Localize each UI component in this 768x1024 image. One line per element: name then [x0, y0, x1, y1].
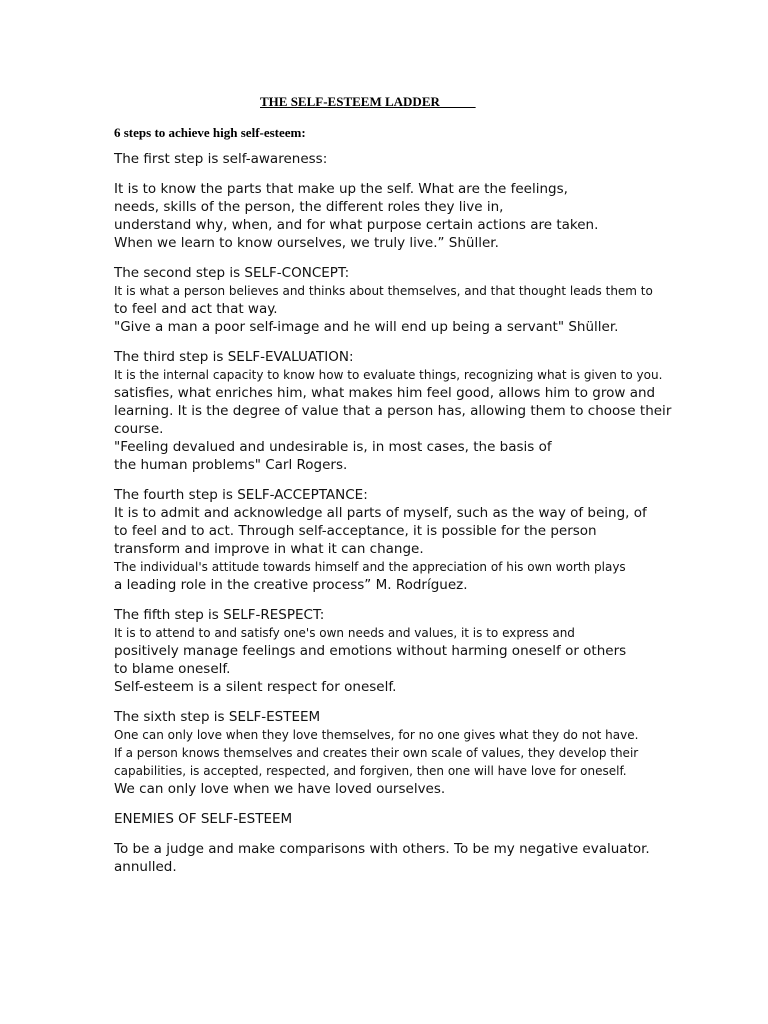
enemies-text — [114, 840, 714, 876]
step1-section — [114, 150, 714, 168]
text-line: positively manage feelings and emotions without harming oneself or others — [114, 643, 627, 659]
text-line: Self-esteem is a silent respect for oneself. — [114, 679, 397, 695]
text-line: to feel and act that way. — [114, 301, 278, 317]
text-line: understand why, when, and for what purpose certain actions are taken. — [114, 217, 599, 233]
text-line: It is to attend to and satisfy one's own needs and values, it is to express and — [114, 626, 575, 640]
quote-line: "Feeling devalued and undesirable is, in most cases, the basis of — [114, 439, 552, 455]
text-line: It is the internal capacity to know how to evaluate things, recognizing what is given to you. — [114, 368, 663, 382]
text-line: needs, skills of the person, the different roles they live in, — [114, 199, 504, 215]
step4-section — [114, 486, 714, 594]
text-line: It is to admit and acknowledge all parts of myself, such as the way of being, of — [114, 505, 647, 521]
step5-section — [114, 606, 714, 696]
document-title: THE SELF-ESTEEM LADDER — [260, 94, 476, 109]
text-line: When we learn to know ourselves, we truly live.” Shüller. — [114, 235, 499, 251]
document-body — [114, 150, 714, 888]
text-line: to blame oneself. — [114, 661, 231, 677]
text-line: satisfies, what enriches him, what makes him feel good, allows him to grow and — [114, 385, 656, 401]
enemies-heading: ENEMIES OF SELF-ESTEEM — [114, 811, 293, 827]
step3-section — [114, 348, 714, 474]
text-line: It is what a person believes and thinks about themselves, and that thought leads them to — [114, 284, 653, 298]
step2-heading: The second step is SELF-CONCEPT: — [114, 265, 350, 281]
text-line: learning. It is the degree of value that a person has, allowing them to choose their — [114, 403, 672, 419]
text-line: We can only love when we have loved ourselves. — [114, 781, 446, 797]
step1-text — [114, 180, 714, 252]
text-line: transform and improve in what it can change. — [114, 541, 424, 557]
step2-section — [114, 264, 714, 336]
quote-line: a leading role in the creative process” M. Rodríguez. — [114, 577, 468, 593]
text-line: If a person knows themselves and creates their own scale of values, they develop their — [114, 746, 639, 760]
text-line: to feel and to act. Through self-acceptance, it is possible for the person — [114, 523, 597, 539]
step6-section — [114, 708, 714, 798]
quote-line: "Give a man a poor self-image and he will end up being a servant" Shüller. — [114, 319, 619, 335]
text-line: course. — [114, 421, 164, 437]
text-line: The individual's attitude towards himself and the appreciation of his own worth plays — [114, 560, 626, 574]
document-subtitle: 6 steps to achieve high self-esteem: — [114, 125, 306, 140]
step1-heading: The first step is self-awareness: — [114, 151, 328, 167]
step4-heading: The fourth step is SELF-ACCEPTANCE: — [114, 487, 368, 503]
step5-heading: The fifth step is SELF-RESPECT: — [114, 607, 325, 623]
text-line: annulled. — [114, 859, 177, 875]
text-line: One can only love when they love themselves, for no one gives what they do not have. — [114, 728, 639, 742]
step6-heading: The sixth step is SELF-ESTEEM — [114, 709, 321, 725]
step3-heading: The third step is SELF-EVALUATION: — [114, 349, 354, 365]
text-line: It is to know the parts that make up the self. What are the feelings, — [114, 181, 568, 197]
text-line: capabilities, is accepted, respected, and forgiven, then one will have love for oneself. — [114, 764, 627, 778]
enemies-heading-section — [114, 810, 714, 828]
quote-line: the human problems" Carl Rogers. — [114, 457, 348, 473]
text-line: To be a judge and make comparisons with others. To be my negative evaluator. — [114, 841, 650, 857]
